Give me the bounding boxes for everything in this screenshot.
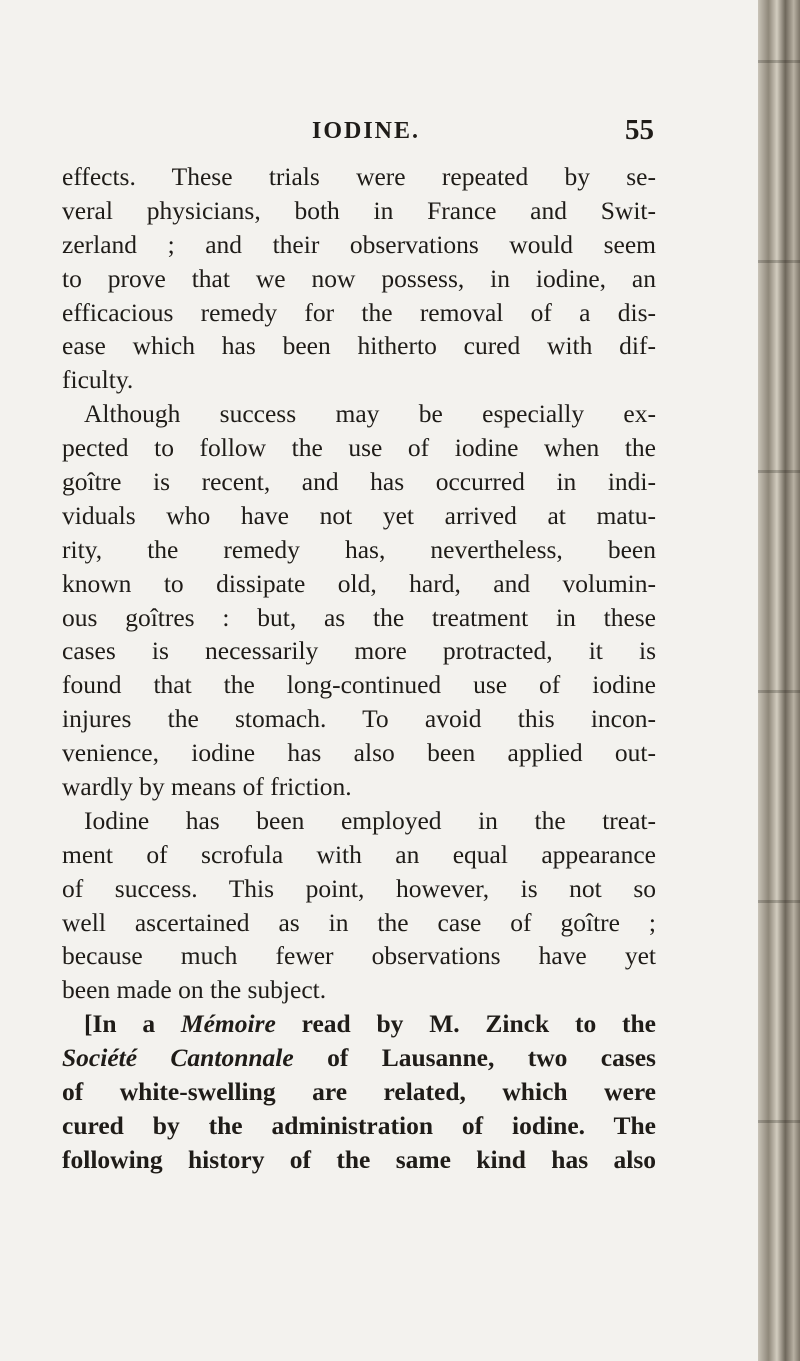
- edge-shadow-line: [758, 1120, 800, 1123]
- text-line: of success. This point, however, is not so: [62, 873, 656, 903]
- body-text: [62, 160, 656, 1177]
- text-line: ment of scrofula with an equal appearance: [62, 839, 656, 869]
- edge-shadow-line: [758, 900, 800, 903]
- text-line: following history of the same kind has also: [62, 1144, 656, 1174]
- text-line: ficulty.: [62, 365, 134, 395]
- text-line: been made on the subject.: [62, 975, 327, 1005]
- text-line: cured by the administration of iodine. The: [62, 1110, 656, 1140]
- edge-shadow-line: [758, 470, 800, 473]
- text-line: ease which has been hitherto cured with dif-: [62, 331, 656, 361]
- text-line: efficacious remedy for the removal of a dis-: [62, 297, 656, 327]
- text-run-italic: Société Cantonnale: [62, 1043, 294, 1073]
- text-line: effects. These trials were repeated by se-: [62, 162, 656, 191]
- text-line: goître is recent, and has occurred in indi-: [62, 467, 656, 497]
- running-title: IODINE.: [312, 118, 421, 144]
- edge-shadow-line: [758, 690, 800, 693]
- edge-shadow-line: [758, 60, 800, 63]
- text-line: Although success may be especially ex-: [84, 399, 656, 429]
- running-head: [62, 114, 654, 148]
- text-line: pected to follow the use of iodine when the: [62, 433, 656, 463]
- edge-shadow-line: [758, 260, 800, 263]
- text-line: rity, the remedy has, nevertheless, been: [62, 534, 656, 564]
- text-line: found that the long-continued use of iodine: [62, 670, 656, 700]
- text-line: to prove that we now possess, in iodine, an: [62, 263, 656, 293]
- text-line: of white-swelling are related, which were: [62, 1077, 656, 1107]
- text-line: ous goîtres : but, as the treatment in these: [62, 602, 656, 632]
- text-line-composite: [62, 1041, 656, 1075]
- text-line: Iodine has been employed in the treat-: [84, 805, 656, 835]
- text-line-composite: [62, 1007, 656, 1041]
- text-line: veral physicians, both in France and Swit-: [62, 195, 656, 225]
- text-line: venience, iodine has also been applied out-: [62, 738, 656, 768]
- text-line: wardly by means of friction.: [62, 772, 352, 802]
- text-line: injures the stomach. To avoid this incon-: [62, 704, 656, 734]
- book-page-edge: [758, 0, 800, 1361]
- page-number: 55: [625, 114, 654, 146]
- text-line: viduals who have not yet arrived at matu-: [62, 500, 656, 530]
- text-line: cases is necessarily more protracted, it is: [62, 636, 656, 666]
- text-line: zerland ; and their observations would seem: [62, 229, 656, 259]
- text-line: known to dissipate old, hard, and volumin-: [62, 568, 656, 598]
- text-line: because much fewer observations have yet: [62, 941, 656, 971]
- text-line: well ascertained as in the case of goître ;: [62, 907, 656, 937]
- text-run: [In a: [84, 1009, 181, 1039]
- text-run: read by M. Zinck to the: [275, 1009, 656, 1039]
- text-run-italic: Mémoire: [180, 1009, 276, 1039]
- text-run: of Lausanne, two cases: [293, 1043, 656, 1073]
